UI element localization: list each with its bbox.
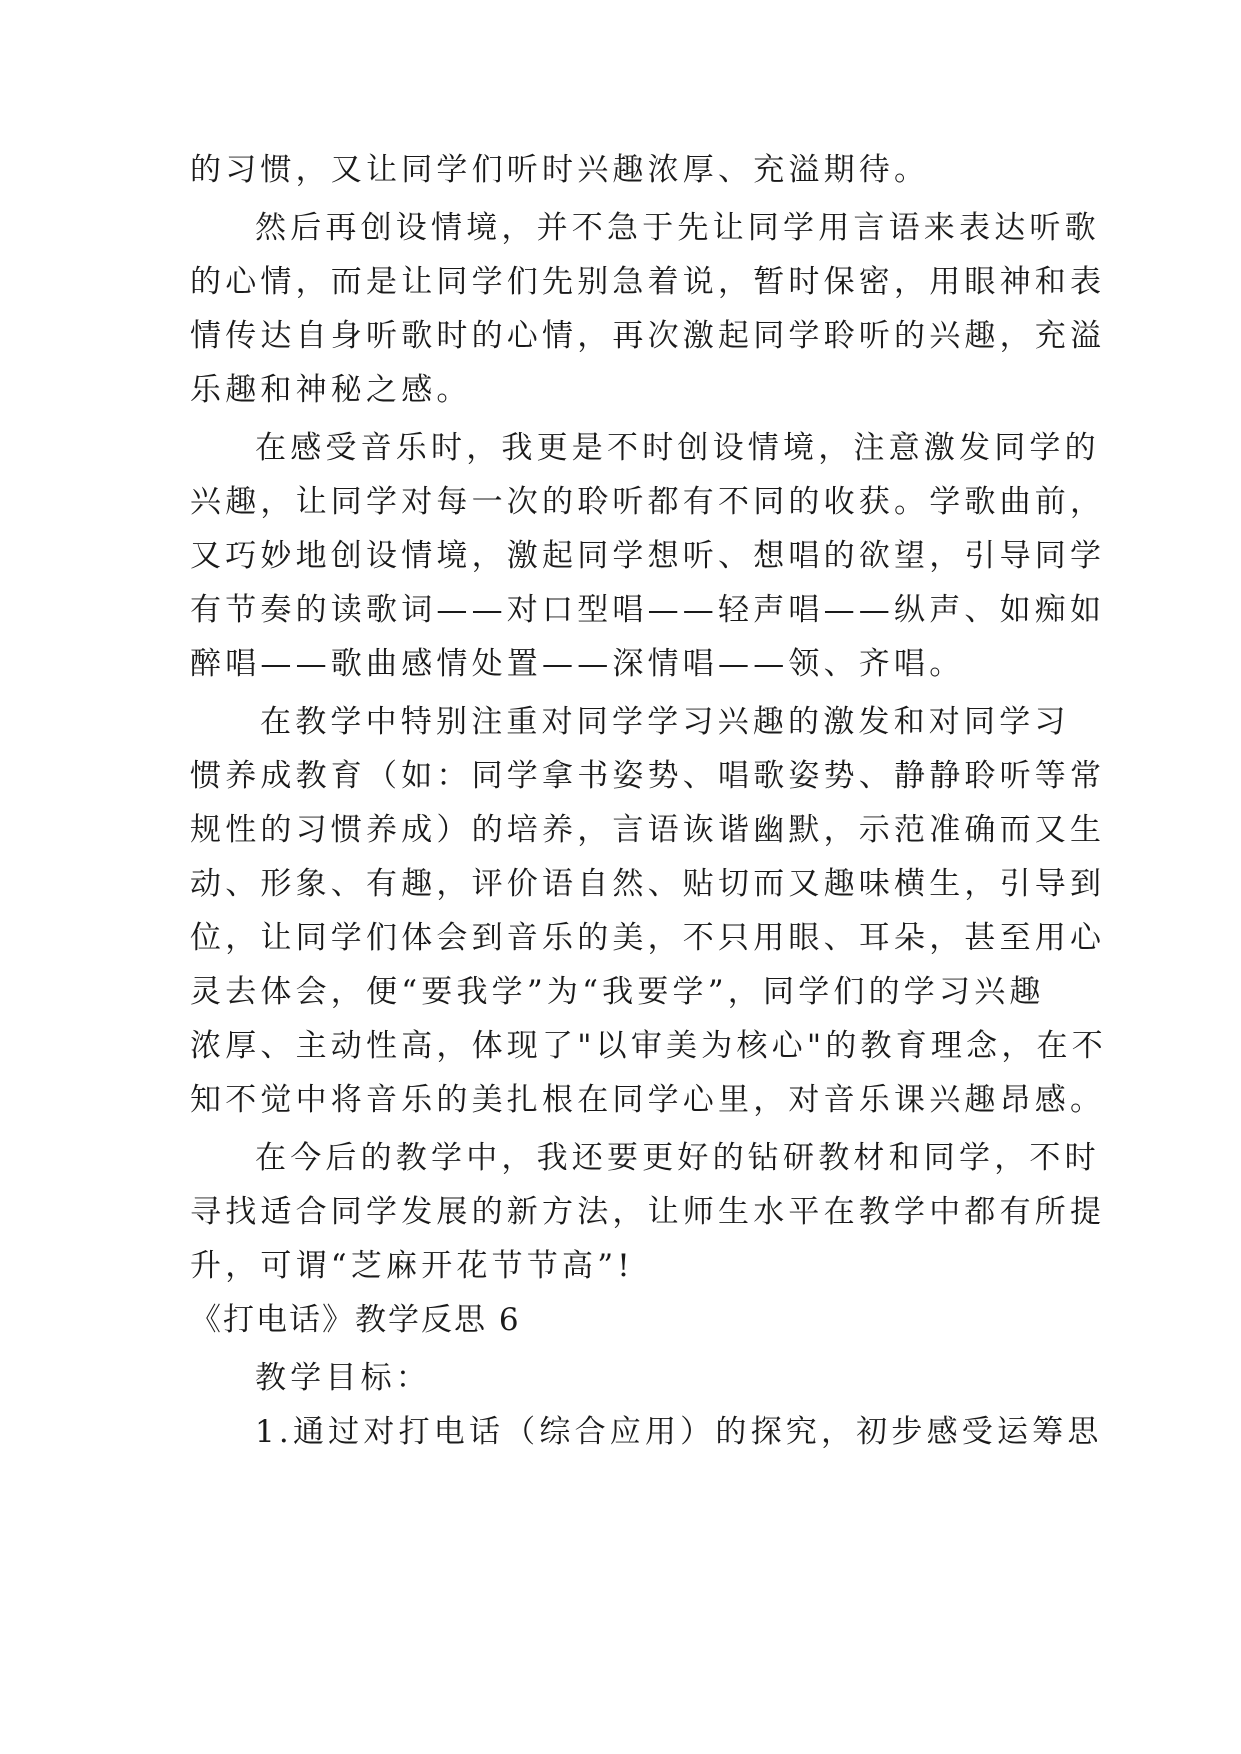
paragraph-line: 有节奏的读歌词——对口型唱——轻声唱——纵声、如痴如 — [190, 592, 1106, 628]
section-heading: 《打电话》教学反思 6 — [190, 1302, 521, 1338]
paragraph-line: 兴趣，让同学对每一次的聆听都有不同的收获。学歌曲前， — [190, 484, 1106, 520]
paragraph-line: 寻找适合同学发展的新方法，让师生水平在教学中都有所提 — [190, 1194, 1106, 1230]
paragraph-line: 然后再创设情境，并不急于先让同学用言语来表达听歌 — [255, 210, 1100, 246]
paragraph-line: 情传达自身听歌时的心情，再次激起同学聆听的兴趣，充溢 — [190, 318, 1106, 354]
paragraph-line: 灵去体会，便“要我学”为“我要学”，同学们的学习兴趣 — [190, 974, 1045, 1010]
paragraph-line: 的习惯，又让同学们听时兴趣浓厚、充溢期待。 — [190, 152, 930, 188]
list-item: 1.通过对打电话（综合应用）的探究，初步感受运筹思 — [255, 1414, 1103, 1450]
paragraph-line: 惯养成教育（如：同学拿书姿势、唱歌姿势、静静聆听等常 — [190, 758, 1106, 794]
paragraph-line: 知不觉中将音乐的美扎根在同学心里，对音乐课兴趣昂感。 — [190, 1082, 1106, 1118]
paragraph-line: 醉唱——歌曲感情处置——深情唱——领、齐唱。 — [190, 646, 965, 682]
paragraph-line: 的心情，而是让同学们先别急着说，暂时保密，用眼神和表 — [190, 264, 1106, 300]
paragraph-line: 在感受音乐时，我更是不时创设情境，注意激发同学的 — [255, 430, 1100, 466]
paragraph-line: 浓厚、主动性高，体现了"以审美为核心"的教育理念，在不 — [190, 1028, 1107, 1064]
paragraph-line: 在教学中特别注重对同学学习兴趣的激发和对同学习 — [260, 704, 1070, 740]
paragraph-line: 动、形象、有趣，评价语自然、贴切而又趣味横生，引导到 — [190, 866, 1106, 902]
paragraph-line: 乐趣和神秘之感。 — [190, 372, 472, 408]
paragraph-line: 在今后的教学中，我还要更好的钻研教材和同学，不时 — [255, 1140, 1100, 1176]
subheading: 教学目标： — [255, 1360, 431, 1396]
paragraph-line: 规性的习惯养成）的培养，言语诙谐幽默，示范准确而又生 — [190, 812, 1106, 848]
paragraph-line: 又巧妙地创设情境，激起同学想听、想唱的欲望，引导同学 — [190, 538, 1106, 574]
paragraph-line: 升，可谓“芝麻开花节节高”! — [190, 1248, 634, 1284]
paragraph-line: 位，让同学们体会到音乐的美，不只用眼、耳朵，甚至用心 — [190, 920, 1106, 956]
